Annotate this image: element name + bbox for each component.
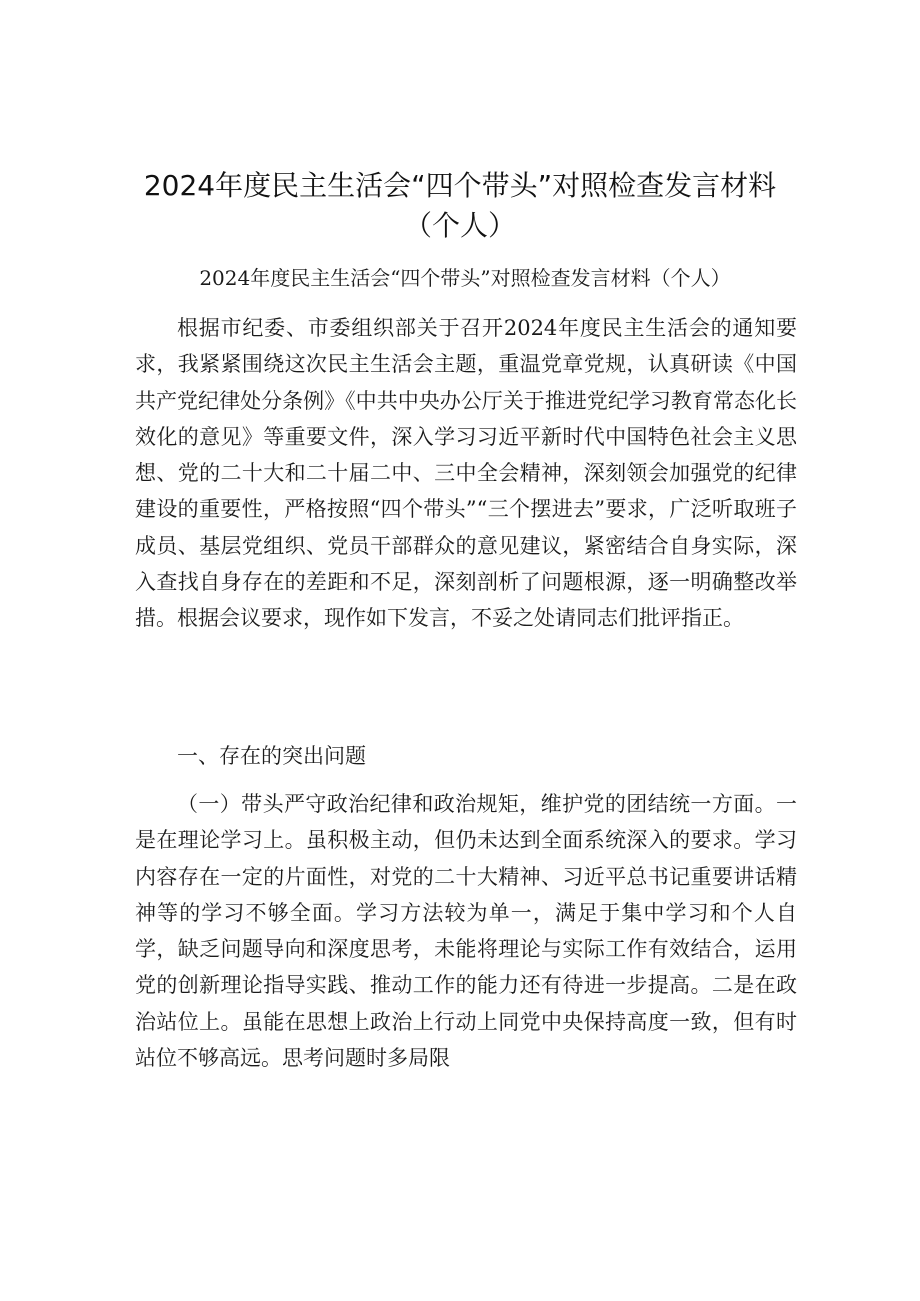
body-paragraph: （一）带头严守政治纪律和政治规矩，维护党的团结统一方面。一是在理论学习上。虽积极主动，但仍未达到全面系统深入的要求。学习内容存在一定的片面性，对党的二十大精神、习近平总书记重要讲话精神等的学习不够全面。学习方法较为单一，满足于集中学习和个人自学，缺乏问题导向和深度思考，未能将理论与实际工作有效结合，运用党的创新理论指导实践、推动工作的能力还有待进一步提高。二是在政治站位上。虽能在思想上政治上行动上同党中央保持高度一致，但有时站位不够高远。思考问题时多局限 <box>135 792 797 1071</box>
document-subtitle: 2024年度民主生活会“四个带头”对照检查发言材料（个人） <box>199 266 731 290</box>
section-heading: 一、存在的突出问题 <box>177 744 366 768</box>
document-title: 2024年度民主生活会“四个带头”对照检查发言材料（个人） <box>143 169 777 242</box>
intro-paragraph: 根据市纪委、市委组织部关于召开2024年度民主生活会的通知要求，我紧紧围绕这次民主生活会主题，重温党章党规，认真研读《中国共产党纪律处分条例》《中共中央办公厅关于推进党纪学习教育常态化长效化的意见》等重要文件，深入学习习近平新时代中国特色社会主义思想、党的二十大和二十届二中、三中全会精神，深刻领会加强党的纪律建设的重要性，严格按照“四个带头”“三个摆进去”要求，广泛听取班子成员、基层党组织、党员干部群众的意见建议，紧密结合自身实际，深入查找自身存在的差距和不足，深刻剖析了问题根源，逐一明确整改举措。根据会议要求，现作如下发言，不妥之处请同志们批评指正。 <box>135 316 797 631</box>
